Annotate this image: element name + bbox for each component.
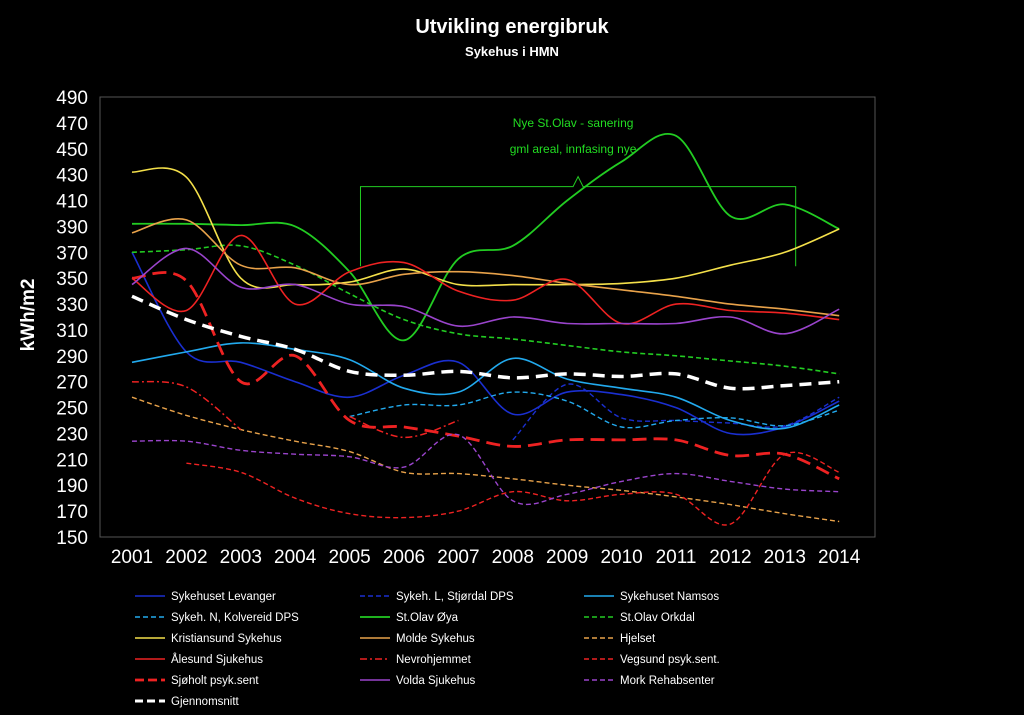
legend-entry [135,675,259,687]
y-tick-label: 470 [56,113,88,135]
y-tick-label: 290 [56,346,88,368]
legend-entry [584,612,695,624]
series-segment [132,343,839,429]
series-segment [350,392,840,428]
series-line-vegsund-psyk-sent [186,452,839,525]
x-tick-label: 2014 [818,547,861,568]
series-segment [132,248,839,333]
y-tick-label: 270 [56,372,88,394]
y-tick-label: 190 [56,476,88,498]
legend-entry [584,654,720,666]
legend-label: Molde Sykehus [396,633,475,645]
legend-label: Hjelset [620,633,656,645]
legend-label: Volda Sjukehus [396,675,476,687]
series-lines [132,134,839,525]
legend-entry [135,696,240,708]
y-tick-label: 310 [56,320,88,342]
x-tick-label: 2003 [219,547,262,568]
x-tick-label: 2004 [274,547,317,568]
y-tick-label: 450 [56,139,88,161]
plot-area [100,97,875,537]
series-line-sykehuset-namsos [132,343,839,429]
series-segment [132,235,839,324]
series-line-ålesund-sjukehus [132,235,839,324]
legend-label: Gjennomsnitt [171,696,239,708]
series-segment [132,397,839,521]
series-segment [132,434,839,504]
annotation-brace [360,177,795,267]
legend-label: Vegsund psyk.sent. [620,654,720,666]
series-line-volda-sjukehus [132,248,839,333]
y-tick-label: 390 [56,217,88,239]
annotation-line-2: gml areal, innfasing nye [509,141,637,156]
x-tick-label: 2010 [600,547,643,568]
legend-entry [135,633,282,645]
y-tick-label: 230 [56,424,88,446]
x-tick-label: 2009 [546,547,589,568]
legend-entry [584,633,656,645]
legend-label: Sjøholt psyk.sent [171,675,259,687]
x-tick-label: 2011 [655,547,697,568]
series-line-kristiansund-sykehus [132,168,839,288]
legend-entry [360,654,472,666]
y-tick-label: 370 [56,243,88,265]
y-tick-label: 410 [56,191,88,213]
y-tick-label: 250 [56,398,88,420]
series-line-molde-sykehus [132,219,839,316]
y-tick-label: 350 [56,269,88,291]
x-tick-label: 2007 [437,547,480,568]
legend-entry [135,591,276,603]
x-tick-label: 2005 [328,547,371,568]
series-segment [513,384,839,440]
legend-label: Sykehuset Namsos [620,591,720,603]
y-tick-label: 330 [56,295,88,317]
y-axis [56,88,88,549]
legend-entry [135,653,263,666]
legend-entry [135,612,299,624]
x-tick-label: 2008 [491,547,534,568]
series-line-sykeh-l-stjørdal-dps [513,384,839,440]
series-segment [186,452,839,525]
series-line-hjelset [132,397,839,521]
legend-entry [360,675,476,687]
series-segment [132,382,241,430]
annotation-line-1: Nye St.Olav - sanering [512,115,634,130]
y-axis-label: kWh/m2 [18,278,39,352]
legend-label: Ålesund Sjukehus [171,654,264,666]
legend-label: Mork Rehabsenter [620,675,715,687]
x-tick-label: 2012 [709,547,752,568]
y-tick-label: 490 [56,88,88,109]
legend-entry [584,591,719,603]
x-axis [111,547,861,568]
legend-label: Kristiansund Sykehus [171,633,282,645]
legend-entry [360,633,475,645]
x-tick-label: 2002 [165,547,208,568]
y-tick-label: 170 [56,502,88,524]
legend-entry [584,675,715,687]
series-segment [132,219,839,316]
x-tick-label: 2001 [110,547,154,568]
x-tick-label: 2013 [763,547,806,568]
chart-subtitle: Sykehus i HMN [465,44,559,59]
x-tick-label: 2006 [382,547,426,568]
legend-label: St.Olav Orkdal [620,612,695,624]
y-tick-label: 430 [56,165,88,187]
series-line-sykeh-n-kolvereid-dps [350,392,840,428]
legend-label: Sykehuset Levanger [171,591,276,603]
legend-entry [360,591,514,603]
chart-title: Utvikling energibruk [415,16,609,38]
series-line-st-olav-øya [132,134,839,341]
legend-label: Nevrohjemmet [396,654,471,666]
legend [135,591,720,708]
series-segment [132,134,839,341]
y-tick-label: 210 [56,450,88,472]
legend-entry [360,612,459,624]
series-segment [132,168,839,288]
legend-label: St.Olav Øya [396,612,458,624]
series-line-mork-rehabsenter [132,434,839,504]
legend-label: Sykeh. L, Stjørdal DPS [396,591,514,603]
y-tick-label: 150 [56,528,88,549]
legend-label: Sykeh. N, Kolvereid DPS [171,612,299,624]
